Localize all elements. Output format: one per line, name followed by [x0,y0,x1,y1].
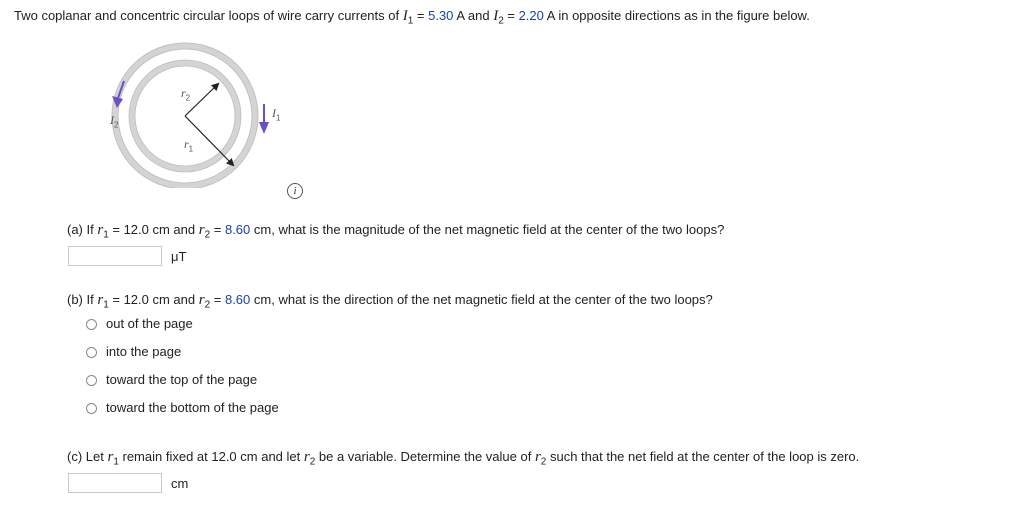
intro-text: Two coplanar and concentric circular loops of wire carry currents of [14,8,403,23]
part-b-question: (b) If $r_1 = 12.0$ cm and $r_2 = 8.60$ cm, what is the direction of the net magnetic field at the center of the two loops? [67,292,713,311]
part-c-answer-input[interactable] [68,473,162,493]
i1-value: 5.30 [428,8,454,23]
i2-subscript: 2 [498,15,504,27]
intro-suffix: A in opposite directions as in the figure below. [543,8,810,23]
i1-arrow-icon [259,104,269,134]
i2-symbol: I [493,8,499,24]
radio-out-of-page[interactable] [86,319,97,330]
part-a-question: (a) If $r_1 = 12.0$ cm and $r_2 = 8.60$ cm, what is the magnitude of the net magnetic field at the center of the two loops? [67,222,725,241]
i1-symbol: I [402,8,408,24]
label-r2: $r_2$ [181,86,191,103]
label-r1: $r_1$ [184,137,194,154]
equals: = [503,8,519,23]
part-c-question: (c) Let $r_1$ remain fixed at 12.0 cm and let $r_2$ be a variable. Determine the value of $r_2$ such that the net field at the center of the loop is zero. [67,449,860,468]
radio-toward-top[interactable] [86,375,97,386]
part-c-unit: cm [171,476,189,491]
i1-subscript: 1 [407,15,414,27]
loops-figure [90,38,350,188]
radio-toward-bottom[interactable] [86,403,97,414]
problem-statement [14,8,810,27]
option-toward-bottom[interactable]: toward the bottom of the page [106,400,279,415]
option-out-of-page[interactable]: out of the page [106,316,193,331]
label-i2: $I_2$ [110,113,119,130]
part-a-answer-input[interactable] [68,246,162,266]
option-toward-top[interactable]: toward the top of the page [106,372,258,387]
i1-unit: A and [453,8,494,23]
info-icon[interactable]: i [287,183,303,199]
part-a-unit: μT [171,249,187,264]
i2-value: 2.20 [518,8,544,23]
radio-into-page[interactable] [86,347,97,358]
label-i1: $I_1$ [272,106,281,123]
equals: = [413,8,429,23]
option-into-page[interactable]: into the page [106,344,182,359]
